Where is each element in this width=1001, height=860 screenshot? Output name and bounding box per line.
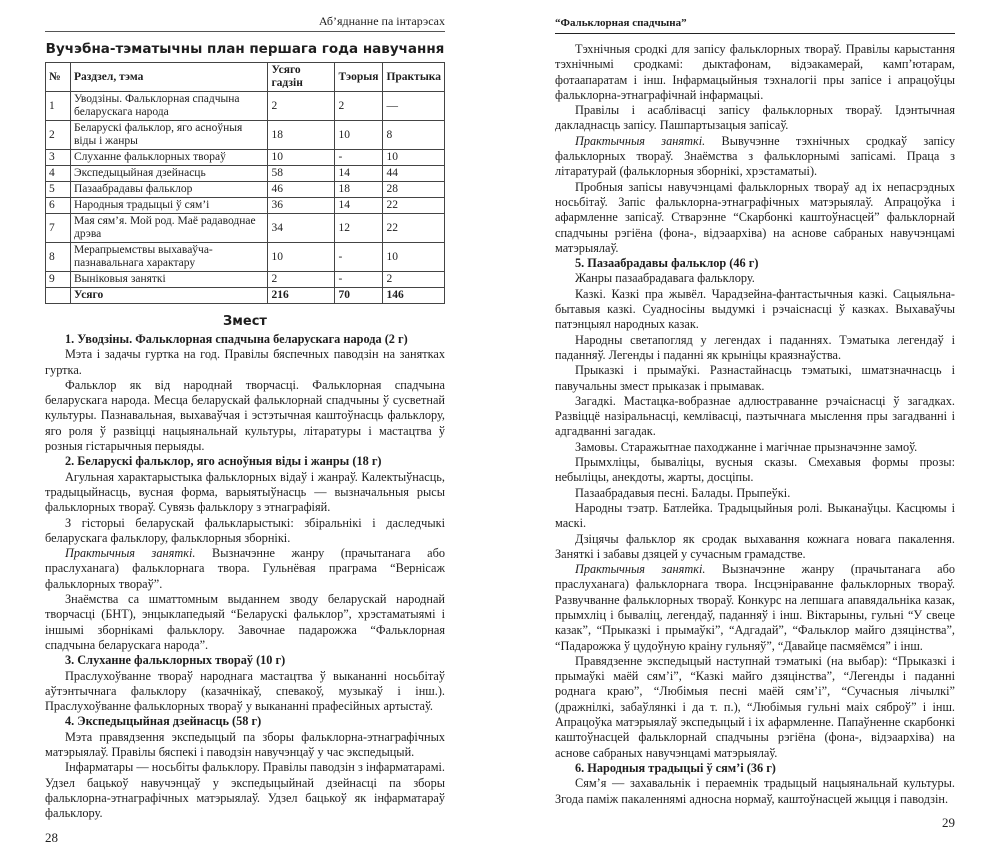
table-cell: - (335, 150, 383, 166)
paragraph-text: Сям’я — захавальнік і пераемнік традыцый нацыянальнай культуры. Згода паміж пакаленнямі адносна нормаў, каштоўнасцей жыцця і паводзін. (555, 776, 955, 806)
table-header-cell: Тэорыя (335, 63, 383, 92)
table-cell: 146 (383, 288, 445, 304)
table-cell: 2 (335, 92, 383, 121)
table-cell: 2 (268, 92, 335, 121)
section-heading (45, 332, 445, 347)
table-cell: 18 (335, 182, 383, 198)
table-cell: 70 (335, 288, 383, 304)
table-cell: Мерапрыемствы выхаваўча-пазнавальнага характару (71, 243, 268, 272)
table-cell: 10 (268, 150, 335, 166)
paragraph (555, 654, 955, 761)
running-head: Аб’яднанне па інтарэсах (45, 14, 445, 32)
section-heading (555, 761, 955, 776)
table-cell: 1 (46, 92, 71, 121)
paragraph-text: Вывучэнне тэхнічных сродкаў запісу фальклорных твораў. Знаёмства з фальклорнымі запісамі. Праца з літаратурай (фальклорныя зборнікі, хрэстаматыі). (555, 133, 955, 179)
table-cell: 6 (46, 198, 71, 214)
paragraph-text: Вызначэнне жанру (прачытанага або праслуханага) фальклорнага твора. Інсцэніраванне фальклорных твораў. Развучванне фальклорных твораў. Конкурс на лепшага апавядальніка казак, прымхліц і бываліц, легендаў, паданняў і інш. Віктарыны, гульні “У свеце казак”, “Прыказкі і прымаўкі”, “Адгадай”, “Фальклор майго дзяцінства”, “Падарожжа ў цудоўную краіну гульняў”, “Давайце пасмяёмся” і інш. (555, 562, 955, 653)
table-cell: Уводзіны. Фальклорная спадчына беларускага народа (71, 92, 268, 121)
table-cell: — (383, 92, 445, 121)
paragraph (45, 347, 445, 378)
paragraph (45, 730, 445, 761)
table-header-cell: № (46, 63, 71, 92)
table-header-cell: Раздзел, тэма (71, 63, 268, 92)
paragraph-text: 3. Слуханне фальклорных твораў (10 г) (65, 653, 286, 668)
paragraph-text: Правілы і асаблівасці запісу фальклорных твораў. Ідэнтычная дакладнасць запісу. Пашпартызацыя запісаў. (555, 103, 955, 133)
section-heading (45, 653, 445, 668)
right-page (555, 0, 955, 845)
right-body-text (555, 42, 955, 807)
table-cell: 22 (383, 214, 445, 243)
paragraph-lead: Практычныя заняткі. (65, 546, 196, 561)
table-cell: Усяго (71, 288, 268, 304)
table-cell: 5 (46, 182, 71, 198)
paragraph-text: 5. Пазаабрадавы фальклор (46 г) (575, 256, 759, 271)
paragraph-lead: Практычныя заняткі. (575, 133, 706, 148)
paragraph (45, 470, 445, 516)
table-cell: Пазаабрадавы фальклор (71, 182, 268, 198)
paragraph-text: Мэта і задачы гуртка на год. Правілы бяспечных паводзін на занятках гуртка. (45, 347, 445, 377)
table-cell: 14 (335, 166, 383, 182)
page-number: 28 (45, 829, 58, 845)
table-cell: 14 (335, 198, 383, 214)
plan-title: Вучэбна-тэматычны план першага года навучання (45, 41, 445, 57)
paragraph-text: 4. Экспедыцыйная дзейнасць (58 г) (65, 714, 262, 729)
table-cell: Экспедыцыйная дзейнасць (71, 166, 268, 182)
section-heading (555, 256, 955, 271)
section-heading (45, 714, 445, 729)
paragraph-text: Правядзенне экспедыцый наступнай тэматыкі (на выбар): “Прыказкі і прымаўкі маёй сям’і”, “Казкі майго дзяцінства”, “Легенды і паданні роднага краю”, “Любімыя песні маёй сям’і”, “Сучасныя лічылкі” (дражнілкі, забаўлянкі і да т. п.), “Любімыя гульні маіх сяброў” і інш. Апрацоўка матэрыялаў экспедыцый і іх афармленне. Папаўненне скарбонкі каштоўнасцей фальклорнай спадчыны рэгіёна (фона-, відэаархіва) на аснове сабраных навучэнцамі матэрыялаў. (555, 653, 955, 760)
paragraph-text: Інфарматары — носьбіты фальклору. Правілы паводзін з інфарматарамі. Удзел бацькоў навучэнцаў у экспедыцыйнай дзейнасці па зборы фальклорна-этнаграфічных матэрыялаў. Удзел бацькоў як інфарматараў фальклору. (45, 760, 445, 821)
table-cell: 10 (268, 243, 335, 272)
table-cell: Беларускі фальклор, яго асноўныя віды і жанры (71, 121, 268, 150)
table-row (46, 272, 445, 288)
paragraph-text: Загадкі. Мастацка-вобразнае адлюстраванне рэчаіснасці ў загадках. Развіццё назіральнасці, кемлівасці, паэтычнага мыслення пры загадванні і адгадванні загадак. (555, 393, 955, 439)
paragraph-text: Народны тэатр. Батлейка. Традыцыйныя ролі. Выканаўцы. Касцюмы і маскі. (555, 500, 955, 531)
paragraph-text: Мэта правядзення экспедыцый па зборы фальклорна-этнаграфічных матэрыялаў. Правілы бяспекі і паводзін навучэнцаў у час экспедыцый. (45, 729, 445, 760)
paragraph (555, 363, 955, 394)
paragraph (45, 546, 445, 592)
paragraph (555, 134, 955, 180)
paragraph (555, 562, 955, 654)
paragraph-text: Вызначэнне жанру (прачытанага або праслуханага) фальклорнага твора. Гульнёвая праграма “Вернісаж фальклорных твораў”. (45, 546, 445, 591)
table-cell: 2 (46, 121, 71, 150)
table-cell: 9 (46, 272, 71, 288)
paragraph-text: Пазаабрадавыя песні. Балады. Прыпеўкі. (575, 485, 791, 500)
paragraph-text: Агульная характарыстыка фальклорных відаў і жанраў. Калектыўнасць, традыцыйнасць, вусная форма, варыятыўнасць — вызначальныя рысы фальклорных твораў. Сувязь фальклору з этнаграфіяй. (45, 469, 445, 515)
table-cell: - (335, 272, 383, 288)
paragraph-lead: Практычныя заняткі. (575, 562, 706, 577)
paragraph (555, 486, 955, 501)
paragraph-text: 6. Народныя традыцыі ў сям’і (36 г) (575, 760, 776, 775)
table-cell: 44 (383, 166, 445, 182)
table-cell: 8 (383, 121, 445, 150)
table-header-row (46, 63, 445, 92)
curriculum-table (45, 62, 445, 304)
left-page (45, 0, 445, 860)
paragraph-text: Прыказкі і прымаўкі. Разнастайнасць тэматыкі, шматзначнасць і павучальны змест прыказак і прымавак. (555, 363, 955, 393)
section-heading (45, 454, 445, 469)
paragraph (555, 501, 955, 532)
table-cell: Слуханне фальклорных твораў (71, 150, 268, 166)
table-cell: 10 (335, 121, 383, 150)
paragraph-text: Дзіцячы фальклор як сродак выхавання кожнага новага пакалення. Заняткі і забавы дзяцей у сучасным грамадстве. (555, 531, 955, 561)
table-cell: 10 (383, 243, 445, 272)
paragraph (555, 287, 955, 333)
table-header-cell: Усяго гадзін (268, 63, 335, 92)
paragraph-text: Праслухоўванне твораў народнага мастацтва ў выкананні носьбітаў аўтэнтычнага фальклору (казачнікаў, спевакоў, музыкаў і інш.). Праслухоўванне фальклорных твораў у выкананні прафесійных артыстаў. (45, 668, 445, 714)
running-head: “Фальклорная спадчына” (555, 16, 955, 34)
paragraph (555, 394, 955, 440)
paragraph (555, 333, 955, 364)
paragraph-text: 2. Беларускі фальклор, яго асноўныя віды і жанры (18 г) (65, 454, 382, 469)
paragraph (555, 180, 955, 256)
table-row (46, 121, 445, 150)
paragraph (555, 103, 955, 134)
paragraph (555, 776, 955, 807)
table-cell (46, 288, 71, 304)
paragraph-text: Жанры пазаабрадавага фальклору. (575, 271, 755, 286)
table-cell: 58 (268, 166, 335, 182)
table-row (46, 92, 445, 121)
paragraph-text: 1. Уводзіны. Фальклорная спадчына беларускага народа (2 г) (65, 332, 408, 346)
paragraph-text: Знаёмства са шматтомным выданнем зводу беларускай народнай творчасці (БНТ), энцыклапедыяй “Беларускі фальклор”, хрэстаматыямі і іншымі зборнікамі фальклору. Завочнае падарожжа “Фальклорная спадчына беларускага народа”. (45, 592, 445, 652)
table-cell: 46 (268, 182, 335, 198)
paragraph (45, 378, 445, 454)
table-cell: 2 (268, 272, 335, 288)
table-cell: 18 (268, 121, 335, 150)
table-header-cell: Практыка (383, 63, 445, 92)
table-row (46, 150, 445, 166)
table-cell: Народныя традыцыі ў сям’і (71, 198, 268, 214)
table-cell: 34 (268, 214, 335, 243)
table-cell: 4 (46, 166, 71, 182)
paragraph-text: З гісторыі беларускай фалькларыстыкі: збіральнікі і даследчыкі беларускага фальклору, фальклорныя зборнікі. (45, 515, 445, 545)
paragraph (45, 669, 445, 715)
table-cell: 28 (383, 182, 445, 198)
paragraph (555, 455, 955, 486)
table-row (46, 198, 445, 214)
table-cell: Выніковыя заняткі (71, 272, 268, 288)
paragraph (555, 532, 955, 563)
table-total-row (46, 288, 445, 304)
table-cell: Мая сям’я. Мой род. Маё радаводнае дрэва (71, 214, 268, 243)
paragraph-text: Прымхліцы, бываліцы, вусныя сказы. Смехавыя формы прозы: небыліцы, анекдоты, жарты, досціпы. (555, 455, 955, 485)
paragraph-text: Народны светапогляд у легендах і паданнях. Тэматыка легендаў і паданняў. Легенды і паданні як крыніцы краязнаўства. (555, 332, 955, 362)
table-row (46, 243, 445, 272)
paragraph-text: Пробныя запісы навучэнцамі фальклорных твораў ад іх непасрэдных носьбітаў. Запіс фальклорна-этнаграфічных матэрыялаў. Апрацоўка і афармленне запісаў. Стварэнне “Скарбонкі каштоўнасцей” фальклорнай спадчыны рэгіёна (фона-, відэаархіва) на аснове сабраных навучэнцамі матэрыялаў. (555, 179, 955, 255)
table-row (46, 214, 445, 243)
paragraph (45, 592, 445, 653)
table-cell: 8 (46, 243, 71, 272)
table-cell: 2 (383, 272, 445, 288)
left-body-text (45, 332, 445, 822)
paragraph-text: Замовы. Старажытнае паходжанне і магічнае прызначэнне замоў. (575, 439, 918, 454)
paragraph (555, 42, 955, 103)
page-number: 29 (942, 814, 955, 830)
paragraph-text: Фальклор як від народнай творчасці. Фальклорная спадчына беларускага народа. Месца беларускай фальклорнай спадчыны ў сусветнай культуры. Пазнавальная, выхаваўчая і эстэтычная каштоўнасць фальклору, яго роля ў развіцці нацыянальнай культуры, літаратуры і мастацтва ў розныя гістарычныя перыяды. (45, 377, 445, 454)
contents-title: Змест (223, 314, 267, 329)
paragraph-text: Тэхнічныя сродкі для запісу фальклорных твораў. Правілы карыстання тэхнічнымі сродкамі: дыктафонам, відэакамерай, камп’ютарам, фотаапаратам і інш. Інфармацыйныя тэхналогіі пры запісе і апрацоўцы фальклорна-этнаграфічнай інфармацыі. (555, 42, 955, 102)
table-cell: 12 (335, 214, 383, 243)
table-cell: 216 (268, 288, 335, 304)
paragraph (45, 760, 445, 821)
table-cell: 36 (268, 198, 335, 214)
table-cell: 3 (46, 150, 71, 166)
paragraph (555, 440, 955, 455)
paragraph-text: Казкі. Казкі пра жывёл. Чарадзейна-фантастычныя казкі. Сацыяльна-бытавыя казкі. Суадносіны выдумкі і рэчаіснасці ў казках. Выхаваўчы патэнцыял народных казак. (555, 286, 955, 332)
table-row (46, 166, 445, 182)
table-cell: 10 (383, 150, 445, 166)
table-cell: - (335, 243, 383, 272)
table-cell: 22 (383, 198, 445, 214)
table-row (46, 182, 445, 198)
table-cell: 7 (46, 214, 71, 243)
paragraph (555, 271, 955, 286)
paragraph (45, 516, 445, 547)
